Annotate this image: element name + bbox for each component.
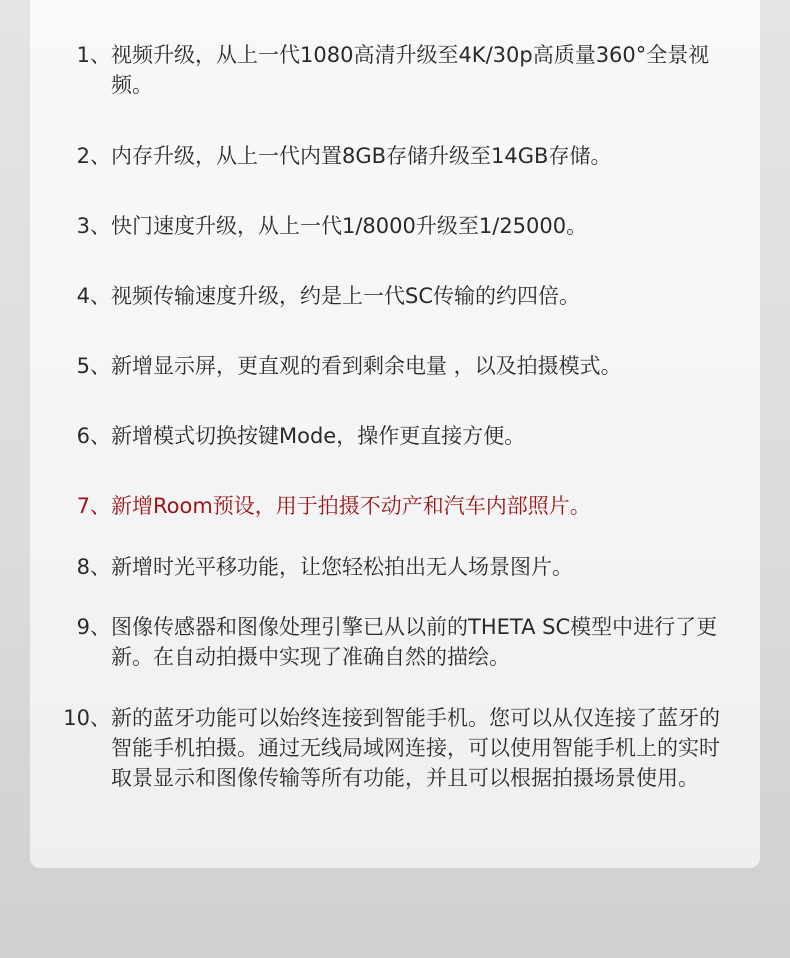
feature-text: 新增Room预设，用于拍摄不动产和汽车内部照片。 xyxy=(111,494,591,518)
feature-number: 2、 xyxy=(76,144,111,168)
feature-number: 5、 xyxy=(76,354,111,378)
feature-text: 新增显示屏，更直观的看到剩余电量 ，以及拍摄模式。 xyxy=(111,354,622,378)
feature-text: 内存升级，从上一代内置8GB存储升级至14GB存储。 xyxy=(111,144,612,168)
feature-item-2 xyxy=(30,141,760,171)
feature-text: 快门速度升级，从上一代1/8000升级至1/25000。 xyxy=(111,214,588,238)
feature-item-1 xyxy=(30,40,760,100)
feature-text: 新增模式切换按键Mode，操作更直接方便。 xyxy=(111,424,526,448)
feature-number: 1、 xyxy=(76,43,111,67)
feature-text: 图像传感器和图像处理引擎已从以前的THETA SC模型中进行了更新。在自动拍摄中实现了准确自然的描绘。 xyxy=(111,615,718,669)
feature-item-3 xyxy=(30,211,760,241)
feature-number: 8、 xyxy=(76,555,111,579)
feature-number: 3、 xyxy=(76,214,111,238)
feature-item-10 xyxy=(30,703,760,793)
feature-card xyxy=(30,0,760,868)
feature-number: 4、 xyxy=(76,284,111,308)
feature-item-4 xyxy=(30,281,760,311)
feature-number: 7、 xyxy=(76,494,111,518)
feature-number: 9、 xyxy=(76,615,111,639)
feature-item-5 xyxy=(30,351,760,381)
feature-text: 新增时光平移功能，让您轻松拍出无人场景图片。 xyxy=(111,555,573,579)
feature-text: 新的蓝牙功能可以始终连接到智能手机。您可以从仅连接了蓝牙的智能手机拍摄。通过无线局域网连接，可以使用智能手机上的实时取景显示和图像传输等所有功能，并且可以根据拍摄场景使用。 xyxy=(111,706,720,790)
feature-number: 10、 xyxy=(63,706,111,730)
feature-text: 视频升级，从上一代1080高清升级至4K/30p高质量360°全景视频。 xyxy=(111,43,710,97)
feature-item-9 xyxy=(30,612,760,672)
feature-item-7 xyxy=(30,491,760,521)
feature-text: 视频传输速度升级，约是上一代SC传输的约四倍。 xyxy=(111,284,580,308)
feature-item-8 xyxy=(30,552,760,582)
feature-number: 6、 xyxy=(76,424,111,448)
feature-item-6 xyxy=(30,421,760,451)
